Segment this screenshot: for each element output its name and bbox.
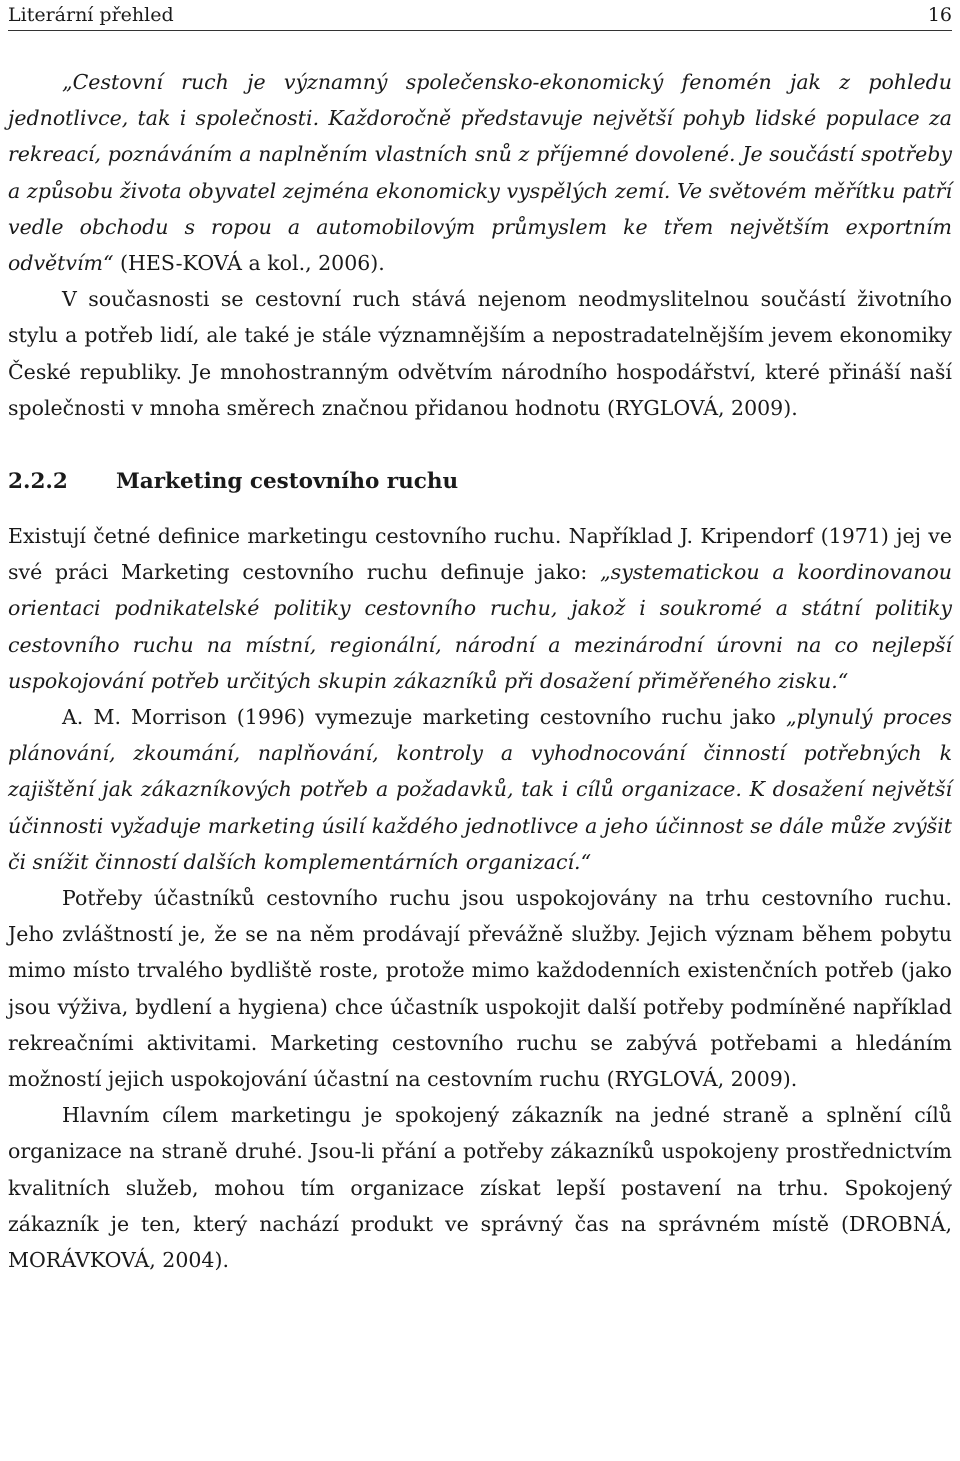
- paragraph-morrison: [8, 699, 952, 880]
- paragraph: V současnosti se cestovní ruch stává nejenom neodmyslitelnou součástí životního stylu a potřeb lidí, ale také je stále významnějším a nepostradatelnějším jevem ekonomiky České republiky. Je mnohostranným odvětvím národního hospodářství, které přináší naší společnosti v mnoha směrech značnou přidanou hodnotu (RYGLOVÁ, 2009).: [8, 287, 952, 420]
- quote-text: „Cestovní ruch je významný společensko-ekonomický fenomén jak z pohledu jednotlivce, tak i společnosti. Každoročně představuje největší pohyb lidské populace za rekreací, poznáváním a naplněním vlastních snů z příjemné dovolené. Je součástí spotřeby a způsobu života obyvatel zejména ekonomicky vyspělých zemí. Ve světovém měřítku patří vedle obchodu s ropou a automobilovým průmyslem ke třem největším exportním odvětvím“: [8, 70, 952, 276]
- paragraph-lead: Existují četné definice marketingu cestovního ruchu. Například J. Kripendorf (1971) jej ve své práci Marketing cestovního ruchu definuje jako:: [8, 524, 952, 585]
- document-page: [8, 0, 952, 1278]
- paragraph-quote-intro: [8, 64, 952, 281]
- paragraph-kripendorf: [8, 518, 952, 699]
- header-title: Literární přehled: [8, 4, 174, 26]
- body-text: [8, 64, 952, 1278]
- quote-text: „plynulý proces plánování, zkoumání, naplňování, kontroly a vyhodnocování činností potřebných k zajištění jak zákazníkových potřeb a požadavků, tak i cílů organizace. K dosažení největší účinnosti vyžaduje marketing úsilí každého jednotlivce a jeho účinnost se dále může zvýšit či snížit činností dalších komplementárních organizací.“: [8, 705, 952, 874]
- paragraph: Potřeby účastníků cestovního ruchu jsou uspokojovány na trhu cestovního ruchu. Jeho zvláštností je, že se na něm prodávají převážně služby. Jejich význam během pobytu mimo místo trvalého bydliště roste, protože mimo každodenních existenčních potřeb (jako jsou výživa, bydlení a hygiena) chce účastník uspokojit další potřeby podmíněné například rekreačními aktivitami. Marketing cestovního ruchu se zabývá potřebami a hledáním možností jejich uspokojování účastní na cestovním ruchu (RYGLOVÁ, 2009).: [8, 886, 952, 1092]
- running-header: [8, 0, 952, 31]
- page-number: 16: [927, 4, 952, 26]
- section-number: 2.2.2: [8, 469, 68, 495]
- section-heading: [8, 462, 952, 502]
- quote-text: „systematickou a koordinovanou orientaci podnikatelské politiky cestovního ruchu, jakož i soukromé a státní politiky cestovního ruchu na místní, regionální, národní a mezinárodní úrovni na co nejlepší uspokojování potřeb určitých skupin zákazníků při dosažení přiměřeného zisku.“: [8, 560, 953, 693]
- paragraph-lead: A. M. Morrison (1996) vymezuje marketing cestovního ruchu jako: [62, 705, 787, 730]
- paragraph: Hlavním cílem marketingu je spokojený zákazník na jedné straně a splnění cílů organizace na straně druhé. Jsou-li přání a potřeby zákazníků uspokojeny prostřednictvím kvalitních služeb, mohou tím organizace získat lepší postavení na trhu. Spokojený zákazník je ten, který nachází produkt ve správný čas na správném místě (DROBNÁ, MORÁVKOVÁ, 2004).: [8, 1103, 952, 1273]
- citation: (HES-KOVÁ a kol., 2006).: [113, 251, 385, 276]
- section-title: Marketing cestovního ruchu: [116, 469, 459, 495]
